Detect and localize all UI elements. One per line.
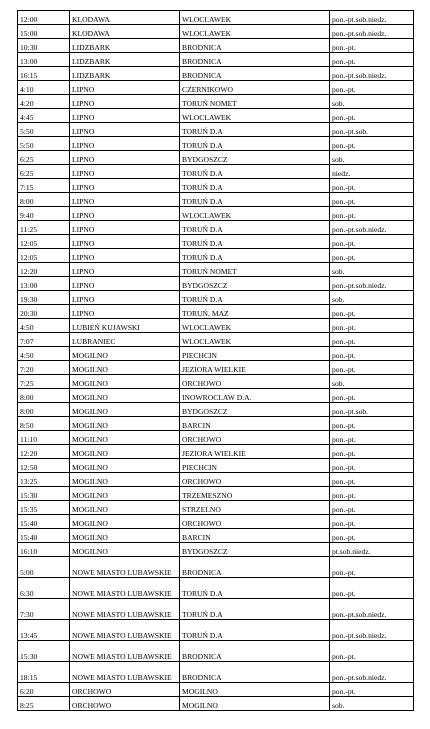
table-row [18,333,414,347]
origin-cell: MOGILNO [70,487,180,501]
destination-cell: TRZEMESZNO [180,487,330,501]
origin-cell: ORCHOWO [70,683,180,697]
origin-cell: LUBRANIEC [70,333,180,347]
origin-cell: MOGILNO [70,473,180,487]
departure-time-cell: 16:15 [18,67,70,81]
destination-cell: TORUŃ, MAZ [180,305,330,319]
table-row [18,207,414,221]
table-row [18,445,414,459]
origin-cell: LIPNO [70,291,180,305]
table-row [18,25,414,39]
departure-time-cell: 5:50 [18,123,70,137]
origin-cell: NOWE MIASTO LUBAWSKIE [70,578,180,599]
origin-cell: LIPNO [70,305,180,319]
table-row [18,123,414,137]
table-row [18,557,414,578]
departure-time-cell: 4:45 [18,109,70,123]
table-row [18,11,414,25]
days-cell: pon.-pt. [330,305,414,319]
table-row [18,459,414,473]
destination-cell: BRODNICA [180,53,330,67]
origin-cell: MOGILNO [70,543,180,557]
departure-time-cell: 8:50 [18,417,70,431]
destination-cell: ORCHOWO [180,431,330,445]
origin-cell: LIPNO [70,123,180,137]
origin-cell: MOGILNO [70,361,180,375]
table-row [18,515,414,529]
table-row [18,221,414,235]
days-cell: pon.-pt. [330,193,414,207]
days-cell: pon.-pt. [330,53,414,67]
departure-time-cell: 12:20 [18,263,70,277]
table-row [18,319,414,333]
departure-time-cell: 6:20 [18,683,70,697]
destination-cell: TORUŃ D.A [180,137,330,151]
origin-cell: LIPNO [70,165,180,179]
departure-time-cell: 13:00 [18,277,70,291]
schedule-table [17,10,414,711]
destination-cell: TORUŃ D.A [180,179,330,193]
origin-cell: LIDZBARK [70,53,180,67]
destination-cell: BRODNICA [180,662,330,683]
origin-cell: MOGILNO [70,431,180,445]
departure-time-cell: 4:50 [18,319,70,333]
table-row [18,529,414,543]
days-cell: pon.-pt. [330,501,414,515]
departure-time-cell: 7:25 [18,375,70,389]
destination-cell: TORUŃ D.A [180,620,330,641]
days-cell: pon.-pt.sob.niedz. [330,25,414,39]
departure-time-cell: 11:10 [18,431,70,445]
days-cell: pon.-pt. [330,109,414,123]
days-cell: pon.-pt. [330,319,414,333]
departure-time-cell: 12:20 [18,445,70,459]
departure-time-cell: 16:10 [18,543,70,557]
origin-cell: ORCHOWO [70,697,180,711]
destination-cell: WLOCLAWEK [180,11,330,25]
days-cell: sob. [330,697,414,711]
departure-time-cell: 8:00 [18,403,70,417]
departure-time-cell: 15:30 [18,487,70,501]
days-cell: pon.-pt. [330,529,414,543]
table-row [18,683,414,697]
table-row [18,501,414,515]
origin-cell: MOGILNO [70,459,180,473]
departure-time-cell: 6:30 [18,578,70,599]
table-row [18,81,414,95]
table-row [18,39,414,53]
departure-time-cell: 13:00 [18,53,70,67]
origin-cell: MOGILNO [70,445,180,459]
destination-cell: ORCHOWO [180,473,330,487]
days-cell: sob. [330,291,414,305]
destination-cell: ORCHOWO [180,375,330,389]
days-cell: pon.-pt.sob.niedz. [330,620,414,641]
days-cell: pon.-pt. [330,431,414,445]
days-cell: pon.-pt. [330,39,414,53]
destination-cell: WLOCLAWEK [180,333,330,347]
origin-cell: NOWE MIASTO LUBAWSKIE [70,599,180,620]
days-cell: pon.-pt. [330,81,414,95]
departure-time-cell: 15:40 [18,515,70,529]
table-row [18,109,414,123]
destination-cell: BYDGOSZCZ [180,151,330,165]
days-cell: pon.-pt.sob.niedz. [330,67,414,81]
days-cell: pon.-pt. [330,333,414,347]
origin-cell: LUBIEŃ KUJAWSKI [70,319,180,333]
destination-cell: TORUŃ D.A [180,235,330,249]
destination-cell: TORUŃ NOMET [180,95,330,109]
table-row [18,67,414,81]
destination-cell: PIECHCIN [180,347,330,361]
days-cell: pon.-pt. [330,235,414,249]
origin-cell: MOGILNO [70,403,180,417]
destination-cell: TORUŃ NOMET [180,263,330,277]
departure-time-cell: 8:00 [18,389,70,403]
days-cell: pon.-pt.sob. [330,123,414,137]
destination-cell: BYDGOSZCZ [180,403,330,417]
origin-cell: MOGILNO [70,501,180,515]
origin-cell: MOGILNO [70,375,180,389]
destination-cell: BYDGOSZCZ [180,277,330,291]
table-row [18,235,414,249]
days-cell: pon.-pt.sob. [330,403,414,417]
departure-time-cell: 6:25 [18,151,70,165]
table-row [18,599,414,620]
origin-cell: NOWE MIASTO LUBAWSKIE [70,641,180,662]
destination-cell: WLOCLAWEK [180,319,330,333]
departure-time-cell: 18:15 [18,662,70,683]
table-row [18,277,414,291]
departure-time-cell: 7:30 [18,599,70,620]
days-cell: pon.-pt. [330,137,414,151]
days-cell: pon.-pt. [330,207,414,221]
destination-cell: TORUŃ D.A [180,165,330,179]
origin-cell: MOGILNO [70,417,180,431]
destination-cell: BARCIN [180,417,330,431]
table-row [18,193,414,207]
departure-time-cell: 7:07 [18,333,70,347]
origin-cell: MOGILNO [70,347,180,361]
destination-cell: WLOCLAWEK [180,207,330,221]
table-row [18,543,414,557]
destination-cell: BARCIN [180,529,330,543]
destination-cell: STRZELNO [180,501,330,515]
departure-time-cell: 12:05 [18,235,70,249]
destination-cell: BRODNICA [180,67,330,81]
departure-time-cell: 6:25 [18,165,70,179]
departure-time-cell: 13:25 [18,473,70,487]
table-row [18,305,414,319]
origin-cell: LIPNO [70,207,180,221]
origin-cell: MOGILNO [70,515,180,529]
destination-cell: TORUŃ D.A [180,193,330,207]
destination-cell: TORUŃ D.A [180,123,330,137]
departure-time-cell: 7:20 [18,361,70,375]
departure-time-cell: 4:10 [18,81,70,95]
destination-cell: TORUŃ D.A [180,221,330,235]
table-row [18,179,414,193]
destination-cell: JEZIORA WIELKIE [180,445,330,459]
days-cell: pon.-pt. [330,445,414,459]
origin-cell: LIDZBARK [70,67,180,81]
departure-time-cell: 15:00 [18,25,70,39]
destination-cell: BRODNICA [180,39,330,53]
schedule-body [18,11,414,711]
destination-cell: TORUŃ D.A [180,578,330,599]
table-row [18,487,414,501]
departure-time-cell: 11:25 [18,221,70,235]
table-row [18,641,414,662]
days-cell: niedz. [330,165,414,179]
table-row [18,662,414,683]
destination-cell: CZERNIKOWO [180,81,330,95]
origin-cell: LIPNO [70,81,180,95]
origin-cell: LIPNO [70,249,180,263]
departure-time-cell: 10:30 [18,39,70,53]
days-cell: sob. [330,375,414,389]
destination-cell: BYDGOSZCZ [180,543,330,557]
days-cell: pon.-pt.sob.niedz. [330,662,414,683]
table-row [18,347,414,361]
table-row [18,389,414,403]
origin-cell: LIPNO [70,193,180,207]
days-cell: pon.-pt. [330,249,414,263]
days-cell: pon.-pt. [330,487,414,501]
days-cell: pon.-pt. [330,347,414,361]
destination-cell: WLOCLAWEK [180,109,330,123]
departure-time-cell: 19:30 [18,291,70,305]
table-row [18,431,414,445]
destination-cell: WLOCLAWEK [180,25,330,39]
days-cell: pt.sob.niedz. [330,543,414,557]
origin-cell: LIPNO [70,263,180,277]
days-cell: pon.-pt. [330,459,414,473]
departure-time-cell: 8:25 [18,697,70,711]
destination-cell: INOWROCLAW D.A. [180,389,330,403]
days-cell: pon.-pt. [330,389,414,403]
origin-cell: MOGILNO [70,389,180,403]
origin-cell: LIPNO [70,221,180,235]
days-cell: pon.-pt.sob.niedz. [330,11,414,25]
departure-time-cell: 15:40 [18,529,70,543]
table-row [18,620,414,641]
departure-time-cell: 15:30 [18,641,70,662]
days-cell: sob. [330,151,414,165]
departure-time-cell: 8:00 [18,193,70,207]
days-cell: pon.-pt. [330,683,414,697]
origin-cell: LIPNO [70,95,180,109]
origin-cell: LIPNO [70,151,180,165]
table-row [18,249,414,263]
days-cell: pon.-pt.sob.niedz. [330,221,414,235]
table-row [18,137,414,151]
table-row [18,375,414,389]
origin-cell: KLODAWA [70,25,180,39]
days-cell: pon.-pt. [330,179,414,193]
departure-time-cell: 12:05 [18,249,70,263]
table-row [18,473,414,487]
origin-cell: LIPNO [70,179,180,193]
departure-time-cell: 12:00 [18,11,70,25]
table-row [18,361,414,375]
days-cell: pon.-pt.sob.niedz. [330,599,414,620]
departure-time-cell: 15:35 [18,501,70,515]
departure-time-cell: 20:30 [18,305,70,319]
table-row [18,53,414,67]
departure-time-cell: 7:15 [18,179,70,193]
origin-cell: KLODAWA [70,11,180,25]
destination-cell: TORUŃ D.A [180,291,330,305]
departure-time-cell: 4:50 [18,347,70,361]
origin-cell: MOGILNO [70,529,180,543]
origin-cell: LIDZBARK [70,39,180,53]
days-cell: pon.-pt. [330,473,414,487]
origin-cell: NOWE MIASTO LUBAWSKIE [70,557,180,578]
days-cell: pon.-pt. [330,578,414,599]
days-cell: pon.-pt.sob.niedz. [330,277,414,291]
origin-cell: LIPNO [70,109,180,123]
days-cell: sob. [330,95,414,109]
origin-cell: NOWE MIASTO LUBAWSKIE [70,620,180,641]
table-row [18,263,414,277]
origin-cell: NOWE MIASTO LUBAWSKIE [70,662,180,683]
table-row [18,151,414,165]
origin-cell: LIPNO [70,277,180,291]
departure-time-cell: 12:50 [18,459,70,473]
origin-cell: LIPNO [70,137,180,151]
table-row [18,578,414,599]
days-cell: pon.-pt. [330,557,414,578]
days-cell: pon.-pt. [330,417,414,431]
destination-cell: TORUŃ D.A [180,249,330,263]
departure-time-cell: 9:40 [18,207,70,221]
destination-cell: MOGILNO [180,697,330,711]
table-row [18,403,414,417]
days-cell: pon.-pt. [330,361,414,375]
table-row [18,165,414,179]
table-row [18,95,414,109]
destination-cell: BRODNICA [180,557,330,578]
table-row [18,417,414,431]
days-cell: pon.-pt. [330,641,414,662]
days-cell: sob. [330,263,414,277]
table-row [18,697,414,711]
departure-time-cell: 4:20 [18,95,70,109]
table-row [18,291,414,305]
origin-cell: LIPNO [70,235,180,249]
departure-time-cell: 13:45 [18,620,70,641]
destination-cell: TORUŃ D.A [180,599,330,620]
destination-cell: ORCHOWO [180,515,330,529]
destination-cell: MOGILNO [180,683,330,697]
destination-cell: BRODNICA [180,641,330,662]
days-cell: pon.-pt. [330,515,414,529]
destination-cell: PIECHCIN [180,459,330,473]
destination-cell: JEZIORA WIELKIE [180,361,330,375]
departure-time-cell: 5:50 [18,137,70,151]
departure-time-cell: 5:00 [18,557,70,578]
